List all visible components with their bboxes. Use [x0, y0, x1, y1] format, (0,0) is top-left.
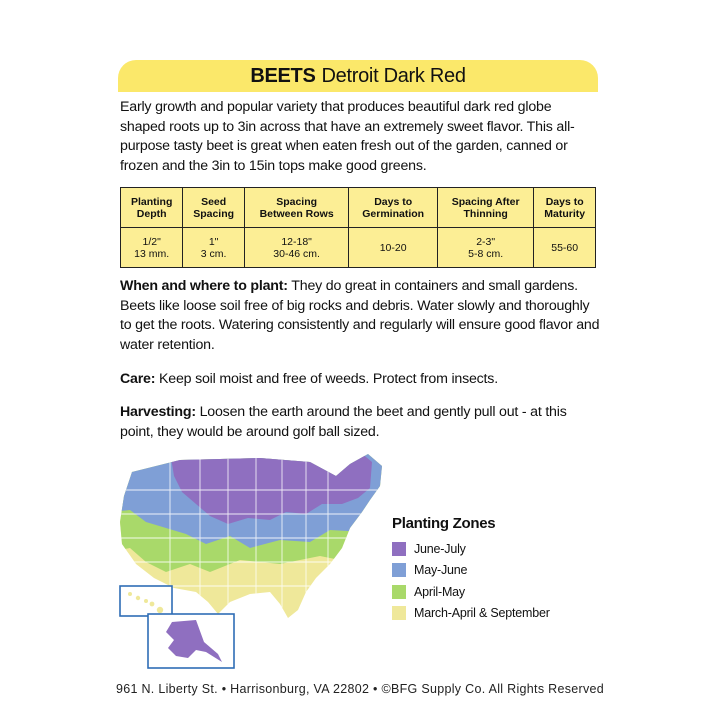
legend-title: Planting Zones: [392, 515, 496, 532]
footer-address: 961 N. Liberty St. • Harrisonburg, VA 22802 • ©BFG Supply Co. All Rights Reserved: [115, 682, 605, 696]
legend-swatch: [392, 585, 406, 599]
legend-swatch: [392, 542, 406, 556]
table-header-row: [121, 188, 596, 228]
when-where-text: They do great in containers and small gardens. Beets like loose soil free of big rocks and debris. Water slowly and thoroughly to get the roots. Watering consistently and regularly will ensure good flavor and water retention.: [120, 278, 600, 353]
value-cell: 10-20: [349, 228, 438, 268]
legend-item-april-may: [392, 581, 592, 603]
harvesting-label: Harvesting:: [120, 404, 196, 420]
legend-label: March-April & September: [414, 606, 550, 621]
care-paragraph: [120, 370, 600, 390]
header-cell: Seed Spacing: [183, 188, 245, 228]
legend-label: April-May: [414, 584, 465, 599]
intro-paragraph: Early growth and popular variety that produces beautiful dark red globe shaped roots up to 3in across that have an extremely sweet flavor. This all-purpose tasty beet is great when eaten fresh out of the garden, canned or frozen and the 3in to 15in tops make good greens.: [120, 99, 575, 174]
header-cell: Spacing After Thinning: [437, 188, 533, 228]
harvesting-paragraph: [120, 403, 600, 442]
value-cell: 1/2" 13 mm.: [121, 228, 183, 268]
us-map-graphic: [110, 452, 400, 670]
table-value-row: [121, 228, 596, 268]
legend-swatch: [392, 563, 406, 577]
planting-specs-table: [120, 187, 596, 268]
legend-item-march-april-september: [392, 603, 592, 625]
legend-item-may-june: [392, 560, 592, 582]
title-bar: [118, 60, 598, 92]
planting-zones-legend: [392, 515, 592, 624]
header-cell: Days to Germination: [349, 188, 438, 228]
planting-zone-map: [110, 452, 400, 670]
legend-label: May-June: [414, 563, 468, 578]
value-cell: 2-3" 5-8 cm.: [437, 228, 533, 268]
header-cell: Days to Maturity: [534, 188, 596, 228]
legend-swatch: [392, 606, 406, 620]
care-text: Keep soil moist and free of weeds. Protect from insects.: [155, 371, 498, 387]
header-cell: Planting Depth: [121, 188, 183, 228]
title-crop: BEETS: [250, 64, 316, 87]
header-cell: Spacing Between Rows: [244, 188, 348, 228]
when-where-paragraph: [120, 277, 600, 355]
value-cell: 1" 3 cm.: [183, 228, 245, 268]
legend-item-june-july: [392, 538, 592, 560]
when-where-label: When and where to plant:: [120, 278, 288, 294]
value-cell: 55-60: [534, 228, 596, 268]
value-cell: 12-18" 30-46 cm.: [244, 228, 348, 268]
title-variety: Detroit Dark Red: [321, 64, 466, 87]
hawaii-islands: [128, 592, 163, 613]
care-label: Care:: [120, 371, 156, 387]
legend-label: June-July: [414, 541, 466, 556]
harvesting-text: Loosen the earth around the beet and gently pull out - at this point, they would be around golf ball sized.: [120, 404, 567, 440]
